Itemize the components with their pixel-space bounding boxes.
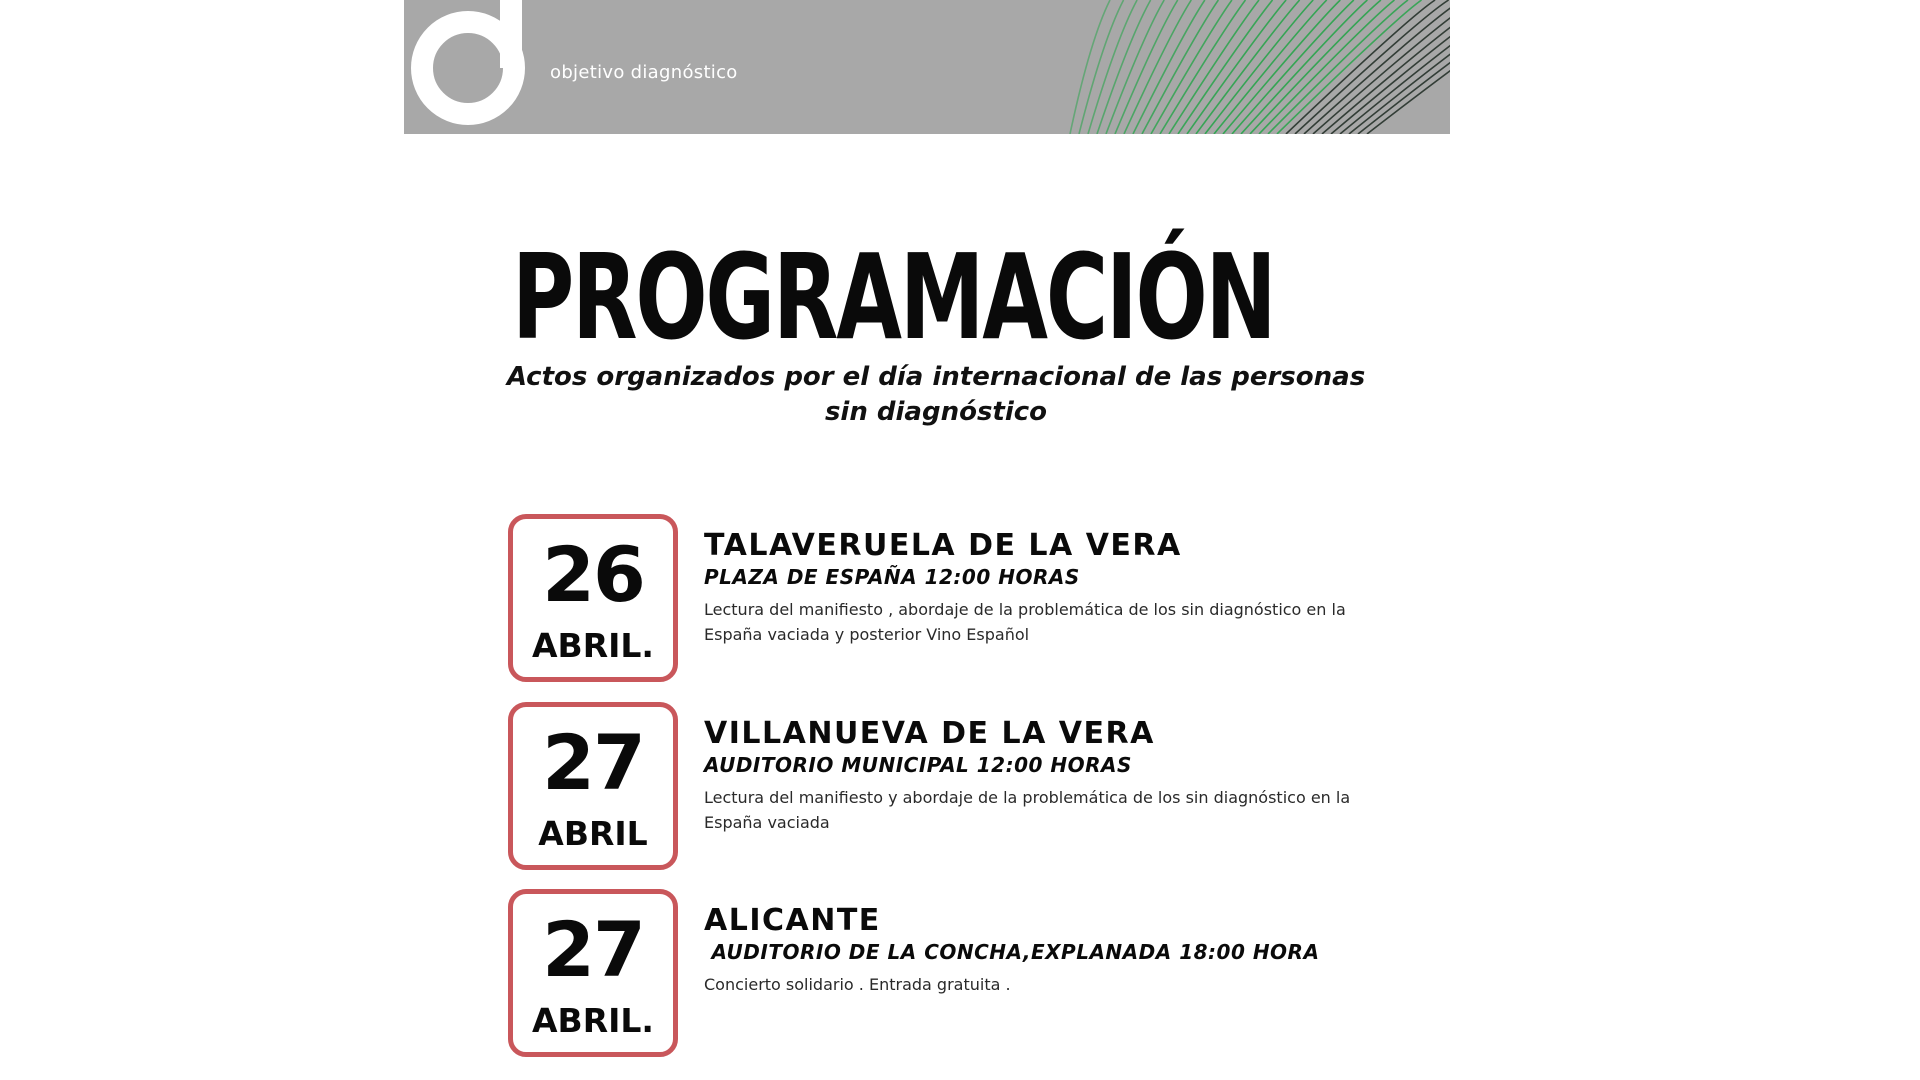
wave-line [1196,0,1300,134]
circle-d-logo-icon [404,0,544,134]
date-badge [508,702,678,870]
wave-line [1268,0,1408,134]
subtitle [496,360,1376,430]
event-day: 27 [542,905,644,994]
event-day: 26 [542,530,644,619]
date-badge [508,889,678,1057]
date-badge [508,514,678,682]
wave-line [1160,0,1245,134]
event-description-line-1: Concierto solidario . Entrada gratuita . [704,975,1011,994]
wave-line [1223,0,1340,134]
event-place: TALAVERUELA DE LA VERA [704,528,1182,563]
event-month: ABRIL. [532,626,654,665]
wave-line [1088,0,1137,134]
event-day: 27 [542,718,644,807]
event-item [508,702,1448,870]
header-banner [404,0,1450,134]
event-month: ABRIL [538,814,648,853]
wave-line [1322,0,1450,134]
event-description [704,785,1384,835]
event-venue: AUDITORIO DE LA CONCHA,EXPLANADA 18:00 HORA [704,940,1320,964]
wave-line [1241,0,1367,134]
wave-line [1115,0,1178,134]
wave-line [1304,0,1450,134]
event-venue: AUDITORIO MUNICIPAL 12:00 HORAS [704,753,1132,777]
event-description [704,597,1384,647]
event-month: ABRIL. [532,1001,654,1040]
event-description-line-1: Lectura del manifiesto , abordaje de la problemática de los sin diagnóstico en la [704,600,1346,619]
event-description-line-1: Lectura del manifiesto y abordaje de la problemática de los sin diagnóstico en la [704,788,1351,807]
event-description [704,972,1384,997]
event-description-line-2: España vaciada y posterior Vino Español [704,625,1030,644]
event-description-line-2: España vaciada [704,813,830,832]
event-item [508,514,1448,682]
event-place: VILLANUEVA DE LA VERA [704,716,1155,751]
subtitle-line-1: Actos organizados por el día internacional de las personas [506,362,1366,392]
page-title: PROGRAMACIÓN [512,228,1275,366]
subtitle-line-2: sin diagnóstico [824,397,1048,427]
event-venue: PLAZA DE ESPAÑA 12:00 HORAS [704,565,1080,589]
event-place: ALICANTE [704,903,881,938]
green-wave-lines-icon [1062,0,1450,134]
brand-name: objetivo diagnóstico [550,62,738,83]
event-item [508,889,1448,1057]
